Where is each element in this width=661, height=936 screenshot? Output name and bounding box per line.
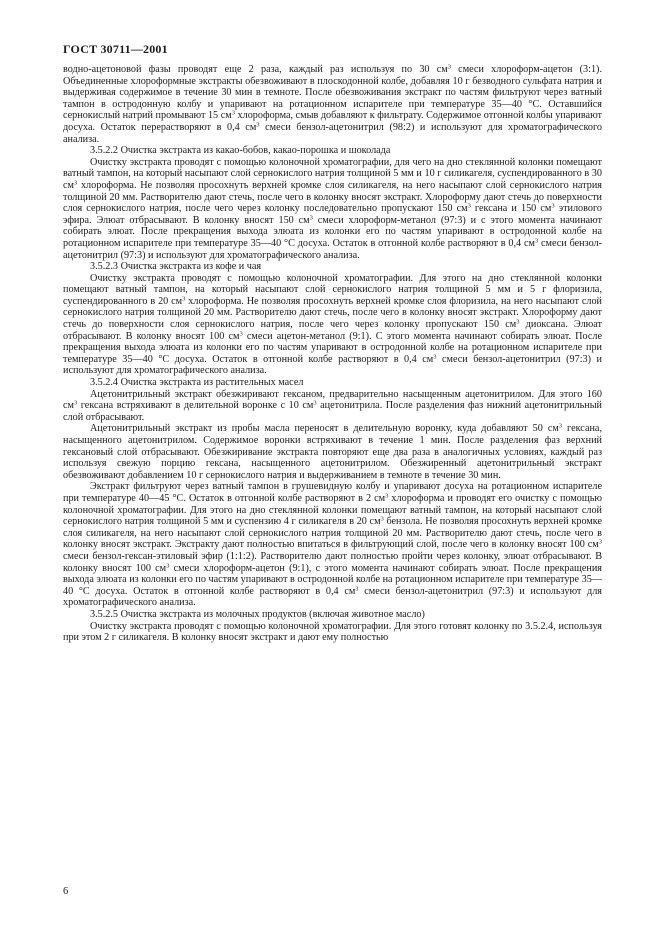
text-run: гексана, насыщенного ацетонитрилом. Содержимое воронки встряхивают в течение 1 мин. После разделения фаз верхний гексановый слой отбрасывают. Обезжиривание экстракта повторяют еще два раза в аналогичных условиях, каждый раз используя свежую порцию гексана, насыщенного ацетонитрилом. Обезжиренный ацетонитрильный экстракт обезвоживают добавлением 10 г сернокислого натрия и выдерживанием в темноте в течение 30 мин. bbox=[63, 423, 602, 481]
paragraph bbox=[63, 423, 602, 481]
section-heading bbox=[63, 145, 602, 157]
superscript: 3 bbox=[516, 318, 520, 326]
text-run: Очистку экстракта проводят с помощью колоночной хроматографии, для чего на дно стеклянной колонки помещают ватный тампон, на который насыпают слой сернокислого натрия толщиной 5 мм и 10 г силикагеля, суспендированного в 30 см bbox=[63, 156, 602, 191]
paragraph bbox=[63, 481, 602, 609]
superscript: 3 bbox=[313, 399, 317, 407]
superscript: 3 bbox=[73, 179, 78, 187]
text-run: смеси бензол-ацетонитрил (98:2) и используют для хроматографического анализа. bbox=[63, 121, 602, 145]
text-run: этилового эфира. Элюат отбрасывают. В колонку вносят 150 см bbox=[63, 203, 603, 226]
text-run: 3.5.2.3 Очистка экстракта из кофе и чая bbox=[90, 261, 262, 273]
text-run: гексана встряхивают в делительной воронке с 10 см bbox=[77, 400, 314, 412]
superscript: 3 bbox=[239, 330, 243, 338]
paragraph bbox=[63, 64, 602, 145]
superscript: 3 bbox=[551, 202, 555, 210]
text-run: Экстракт фильтруют через ватный тампон в грушевидную колбу и упаривают досуха на ротационном испарителе при температуре 40—45 °С. Остаток в отгонной колбе растворяют в 2 см bbox=[63, 481, 602, 504]
text-run: хлороформа. Не позволяя просохнуть верхней кромке слоя силикагеля, на него насыпают слой сернокислого натрия толщиной 20 мм. Растворителю дают стечь, после чего в колонку вносят экстракт. Хлороформу дают стечь до поверхности слоя сернокислого натрия, после чего через колонку последовательно пропускают 150 см bbox=[63, 179, 602, 215]
text-run: Ацетонитрильный экстракт обезжиривают гексаном, предварительно насыщенным ацетонитрилом. Для этого 160 см bbox=[63, 388, 602, 412]
superscript: 3 bbox=[256, 121, 260, 129]
text-run: смеси бензол-ацетонитрил (97:3) и используют для хроматографического анализа. bbox=[63, 237, 603, 261]
text-run: Очистку экстракта проводят с помощью колоночной хроматографии. Для этого готовят колонку по 3.5.2.4, используя при этом 2 г силикагеля. В колонку вносят экстракт и дают ему полностью bbox=[63, 620, 602, 644]
text-run: смеси хлороформ-ацетон (3:1). Объединенные хлороформные экстракты обезвоживают в плоскодонной колбе, добавляя 10 г безводного сульфата натрия и выдерживая содержимое в течение 30 мин в темноте. После обезвоживания экстракт по частям фильтруют через ватный тампон в остродонную колбу и упаривают на ротационном испарителе при температуре 35—40 °С. Оставшийся сернокислый натрий промывают 15 см bbox=[63, 64, 602, 122]
text-run: ацетонитрила. После разделения фаз нижний ацетонитрильный слой отбрасывают. bbox=[63, 400, 602, 423]
section-heading bbox=[63, 609, 602, 621]
text-run: 3.5.2.2 Очистка экстракта из какао-бобов, какао-порошка и шоколада bbox=[90, 145, 391, 157]
text-run: смеси хлороформ-ацетон (9:1), с этого момента начинают собирать элюат. После прекращения выхода элюата из колонки его по частям упаривают в остродонной колбе на ротационном испарителе при температуре 35—40 °С досуха. Остаток в отгонной колбе растворяют в 0,4 см bbox=[63, 562, 602, 597]
text-run: 3.5.2.5 Очистка экстракта из молочных продуктов (включая животное масло) bbox=[90, 608, 425, 620]
text-run: водно-ацетоновой фазы проводят еще 2 раза, каждый раз используя по 30 см bbox=[63, 64, 448, 75]
paragraph bbox=[63, 157, 602, 261]
superscript: 3 bbox=[355, 585, 359, 593]
text-run: смеси ацетон-метанол (9:1). С этого момента начинают собирать элюат. После прекращения выхода элюата из колонки его по частям упаривают в остродонной колбе на ротационном испарителе при температуре 35—40 °С досуха. Остаток в отгонной колбе растворяют в 0,4 см bbox=[63, 330, 602, 365]
superscript: 3 bbox=[433, 353, 437, 361]
superscript: 3 bbox=[166, 562, 170, 570]
section-heading bbox=[63, 377, 602, 389]
page-number: 6 bbox=[63, 886, 69, 897]
paragraph bbox=[63, 389, 602, 424]
text-run: хлороформа. Не позволяя просохнуть верхней кромке слоя флоризила, на него насыпают слой сернокислого натрия толщиной 20 мм. Растворителю дают стечь, после чего в колонку вносят экстракт. Хлороформу дают стечь до поверхности слоя сернокислого натрия, после чего через колонку пропускают 150 см bbox=[63, 295, 602, 331]
superscript: 3 bbox=[534, 237, 539, 245]
superscript: 3 bbox=[231, 109, 235, 117]
page-header: ГОСТ 30711—2001 bbox=[63, 42, 168, 56]
text-run: диоксана. Элюат отбрасывают. В колонку вносят 100 см bbox=[63, 319, 602, 342]
text-run: бензола. Не позволяя просохнуть верхней кромке слоя силикагеля, на него насыпают слой сернокислого натрия толщиной 20 мм. Растворителю дают стечь, после чего в колонку вносят экстракт. Экстракту дают полностью впитаться в фильтрующий слой, после чего в колонку вносят 100 см bbox=[63, 516, 603, 551]
body-text bbox=[63, 64, 602, 644]
text-run: хлороформа, смыв добавляют к фильтрату. Содержимое отгонной колбы упаривают досуха. Остаток перерастворяют в 0,4 см bbox=[63, 110, 602, 133]
text-run: 3.5.2.4 Очистка экстракта из растительных масел bbox=[90, 377, 304, 389]
paragraph bbox=[63, 273, 602, 377]
superscript: 3 bbox=[380, 515, 384, 523]
text-run: хлороформа и проводят его очистку с помощью колоночной хроматографии. Для этого на дно стеклянной колонки помещают ватный тампон, на который насыпают слой сернокислого натрия толщиной 5 мм и суспензию 4 г силикагеля в 20 см bbox=[63, 492, 603, 528]
superscript: 3 bbox=[73, 399, 78, 407]
superscript: 3 bbox=[467, 202, 471, 210]
superscript: 3 bbox=[385, 492, 389, 500]
paragraph bbox=[63, 621, 602, 644]
superscript: 3 bbox=[309, 214, 313, 222]
text-run: гексана и 150 см bbox=[470, 203, 552, 215]
text-run: Очистку экстракта проводят с помощью колоночной хроматографии. Для этого на дно стеклянной колонки помещают ватный тампон, на который насыпают слой сернокислого натрия толщиной 5 мм и 5 г флоризила, суспендированного в 20 см bbox=[63, 272, 602, 307]
text-run: смеси бензол-гексан-этиловый эфир (1:1:2). Растворителю дают полностью пройти через колонку, элюат отбрасывают. В колонку вносят 100 см bbox=[63, 550, 602, 574]
superscript: 3 bbox=[598, 538, 602, 546]
superscript: 3 bbox=[182, 295, 186, 303]
superscript: 3 bbox=[558, 422, 563, 430]
text-run: смеси бензол-ацетонитрил (97:3) и используют для хроматографического анализа. bbox=[63, 353, 602, 377]
superscript: 3 bbox=[447, 63, 451, 71]
text-run: Ацетонитрильный экстракт из пробы масла переносят в делительную воронку, куда добавляют 50 см bbox=[90, 423, 559, 435]
text-run: смеси хлороформ-метанол (97:3) и с этого момента начинают собирать элюат. После прекращения выхода элюата из колонки его по частям упаривают в остродонной колбе на ротационном испарителе при температуре 35—40 °С досуха. Остаток в отгонной колбе растворяют в 0,4 см bbox=[63, 214, 602, 249]
section-heading bbox=[63, 261, 602, 273]
text-run: смеси бензол-ацетонитрил (97:3) и используют для хроматографического анализа. bbox=[63, 585, 602, 609]
